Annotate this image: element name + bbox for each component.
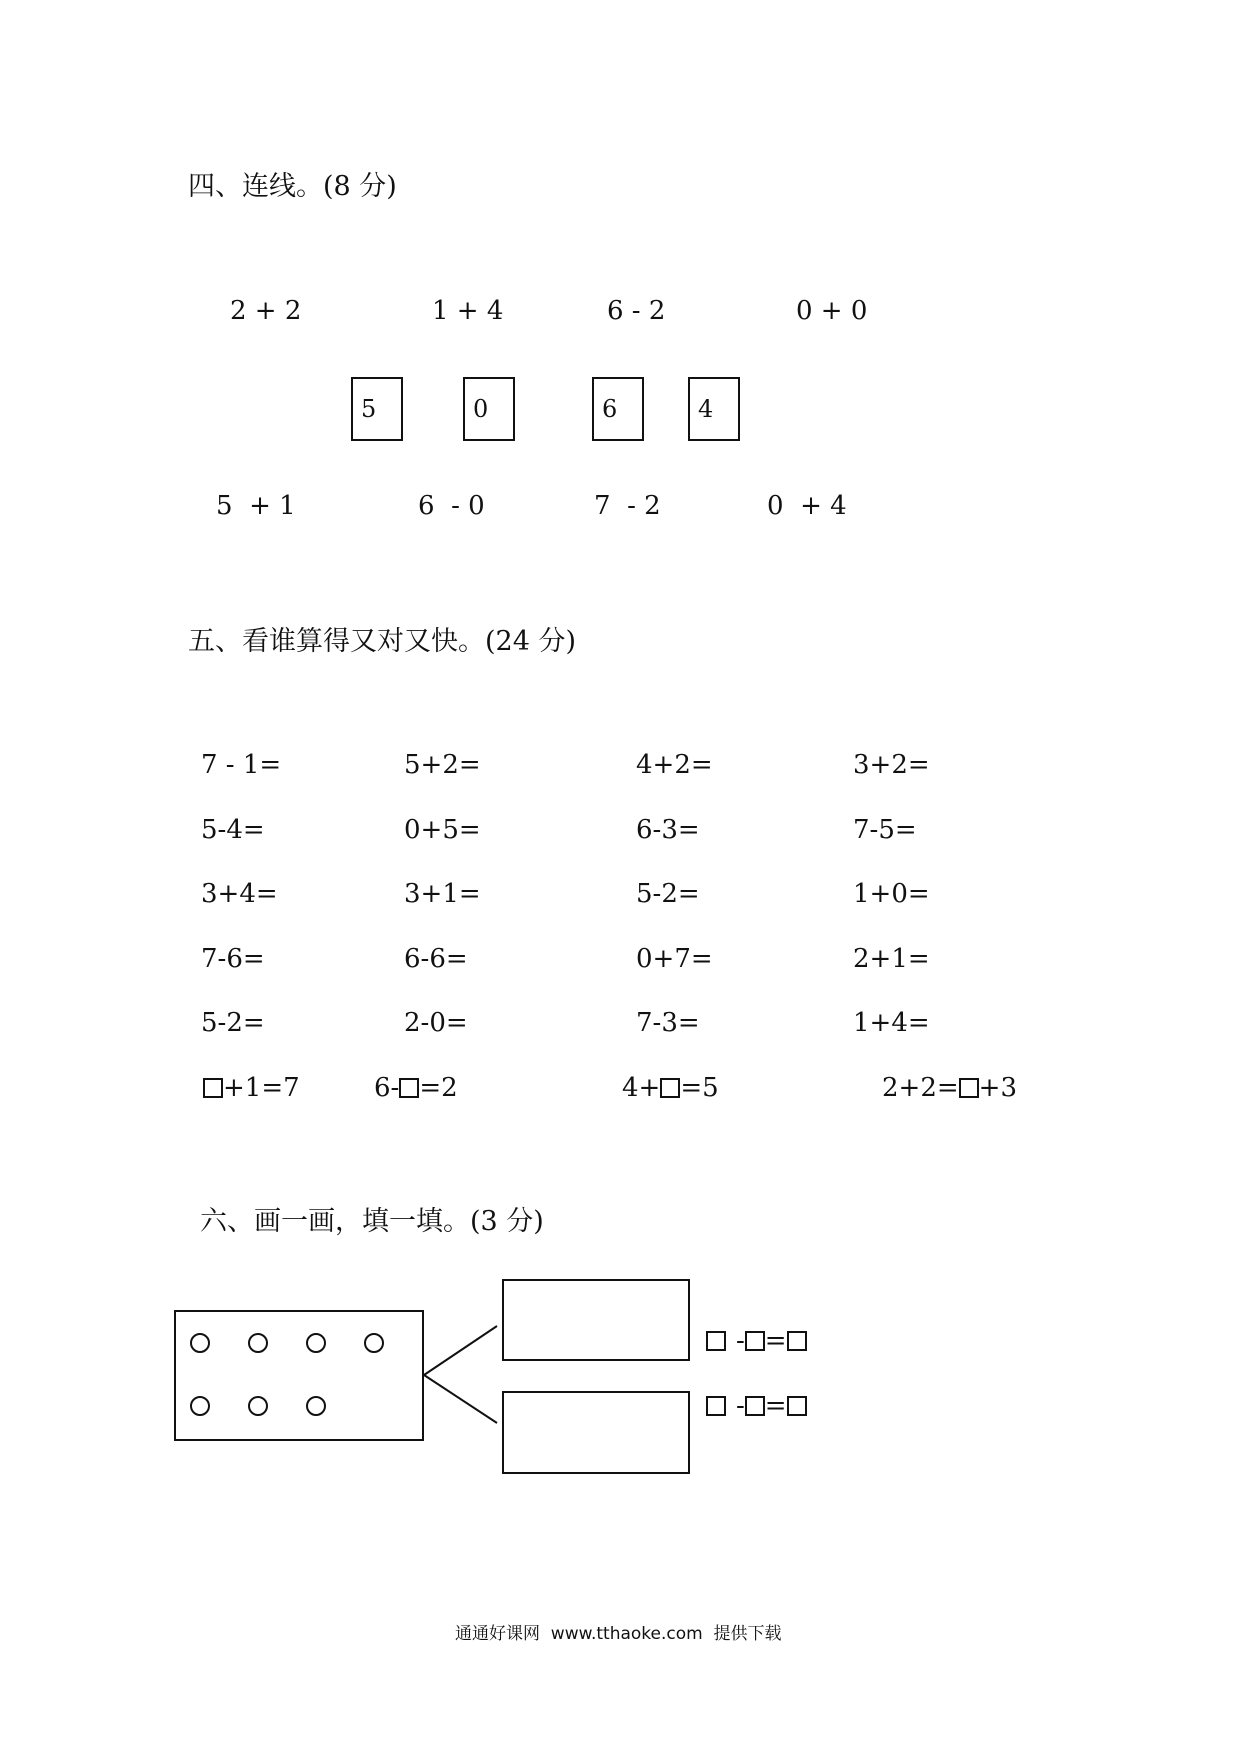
- section-6-heading: 六、画一画，填一填。(3 分): [200, 1206, 544, 1237]
- equation-pre: 6-: [374, 1073, 400, 1103]
- calc-item: 0+5=: [404, 815, 481, 845]
- calc-item: 5-2=: [201, 1008, 265, 1038]
- blank-box[interactable]: [787, 1331, 807, 1351]
- section-4-heading: 四、连线。(8 分): [188, 171, 397, 202]
- calc-item: 5+2=: [404, 750, 481, 780]
- calc-item: 6-3=: [636, 815, 700, 845]
- calc-item: 5-4=: [201, 815, 265, 845]
- calc-item: 3+4=: [201, 879, 278, 909]
- bottom-expression: 6 - 0: [418, 491, 485, 521]
- equation-post: +1=7: [223, 1073, 300, 1103]
- calc-item: 1+4=: [853, 1008, 930, 1038]
- top-expression: 6 - 2: [607, 296, 666, 326]
- blank-box[interactable]: [745, 1396, 765, 1416]
- calc-item: 4+2=: [636, 750, 713, 780]
- calc-item: 6-6=: [404, 944, 468, 974]
- equation-pre: 2+2=: [882, 1073, 959, 1103]
- calc-item: 5-2=: [636, 879, 700, 909]
- equation-pre: 4+: [622, 1073, 661, 1103]
- calc-item: 2-0=: [404, 1008, 468, 1038]
- bottom-expression: 7 - 2: [594, 491, 661, 521]
- calc-item: 1+0=: [853, 879, 930, 909]
- calc-item: 7-3=: [636, 1008, 700, 1038]
- calc-item: 3+2=: [853, 750, 930, 780]
- blank-box[interactable]: [706, 1396, 726, 1416]
- equals-sign: =: [764, 1326, 787, 1356]
- footer-credit: 通通好课网 www.tthaoke.com 提供下载: [455, 1624, 782, 1644]
- top-expression: 1 + 4: [432, 296, 504, 326]
- calc-item: 2+1=: [853, 944, 930, 974]
- calc-item: 7 - 1=: [201, 750, 282, 780]
- minus-sign: -: [736, 1326, 745, 1356]
- calc-item: 3+1=: [404, 879, 481, 909]
- calc-item: 7-5=: [853, 815, 917, 845]
- draw-box-top[interactable]: [502, 1279, 690, 1361]
- bottom-expression: 0 + 4: [767, 491, 847, 521]
- top-expression: 2 + 2: [230, 296, 302, 326]
- top-expression: 0 + 0: [796, 296, 868, 326]
- calc-item: 7-6=: [201, 944, 265, 974]
- subtraction-equation: [706, 1326, 807, 1356]
- bottom-expression: 5 + 1: [216, 491, 296, 521]
- number-box: 5: [351, 377, 403, 441]
- section-5-heading: 五、看谁算得又对又快。(24 分): [188, 626, 577, 657]
- equation-post: =2: [419, 1073, 458, 1103]
- equation-post: +3: [978, 1073, 1017, 1103]
- blank-box[interactable]: [787, 1396, 807, 1416]
- blank-box[interactable]: [745, 1331, 765, 1351]
- number-box: 0: [463, 377, 515, 441]
- equation-post: =5: [680, 1073, 719, 1103]
- number-box: 4: [688, 377, 740, 441]
- calc-item: 0+7=: [636, 944, 713, 974]
- draw-box-bottom[interactable]: [502, 1391, 690, 1474]
- blank-box[interactable]: [706, 1331, 726, 1351]
- subtraction-equation: [706, 1391, 807, 1421]
- minus-sign: -: [736, 1391, 745, 1421]
- equals-sign: =: [764, 1391, 787, 1421]
- number-box: 6: [592, 377, 644, 441]
